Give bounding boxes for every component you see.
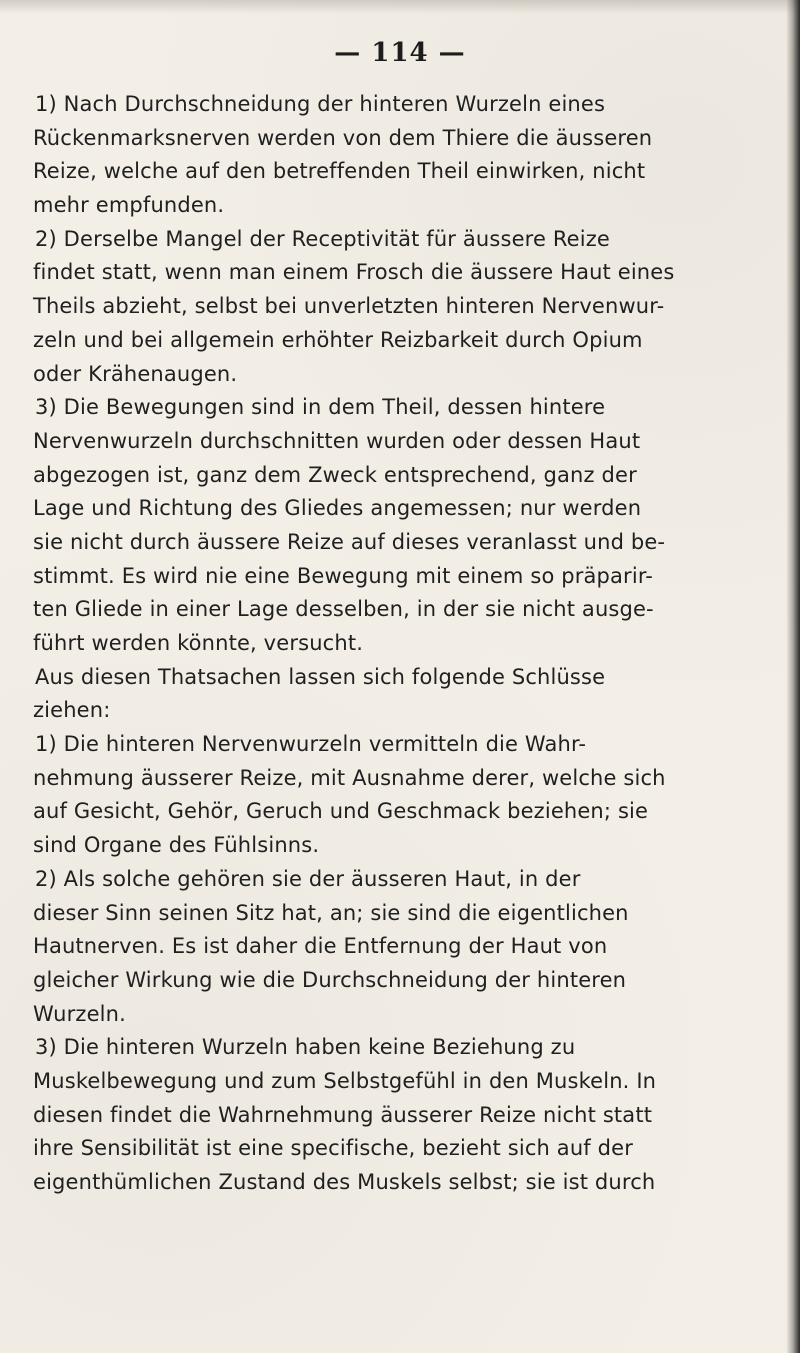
text-line: diesen findet die Wahrnehmung äusserer Reize nicht statt: [33, 1102, 653, 1127]
text-line: mehr empfunden.: [33, 193, 225, 218]
text-line: sie nicht durch äussere Reize auf dieses veranlasst und be-: [33, 529, 666, 554]
text-line: 2) Derselbe Mangel der Receptivität für äussere Reize: [35, 226, 610, 251]
text-line: Reize, welche auf den betreffenden Theil einwirken, nicht: [33, 159, 646, 184]
top-scan-shadow: [0, 0, 800, 14]
text-line: oder Krähenaugen.: [33, 361, 238, 386]
text-line: Lage und Richtung des Gliedes angemessen; nur werden: [33, 496, 642, 521]
text-line: gleicher Wirkung wie die Durchschneidung der hinteren: [33, 967, 627, 992]
text-line: dieser Sinn seinen Sitz hat, an; sie sind die eigentlichen: [33, 900, 629, 925]
text-line: eigenthümlichen Zustand des Muskels selbst; sie ist durch: [33, 1170, 656, 1194]
text-line: Aus diesen Thatsachen lassen sich folgende Schlüsse: [35, 664, 606, 689]
text-line: auf Gesicht, Gehör, Geruch und Geschmack beziehen; sie: [33, 799, 649, 824]
text-line: ziehen:: [33, 698, 111, 723]
text-line: Muskelbewegung und zum Selbstgefühl in den Muskeln. In: [33, 1068, 657, 1093]
text-line: Rückenmarksnerven werden von dem Thiere die äusseren: [33, 125, 653, 150]
text-line: führt werden könnte, versucht.: [33, 631, 364, 655]
text-line: ihre Sensibilität ist eine specifische, bezieht sich auf der: [33, 1136, 633, 1161]
page-edge-shadow: [786, 0, 800, 1353]
body-text: [33, 88, 793, 1200]
text-line: abgezogen ist, ganz dem Zweck entsprechend, ganz der: [33, 462, 637, 487]
text-line: 2) Als solche gehören sie der äusseren Haut, in der: [35, 866, 581, 891]
text-line: 3) Die hinteren Wurzeln haben keine Beziehung zu: [35, 1035, 576, 1060]
text-line: Hautnerven. Es ist daher die Entfernung der Haut von: [33, 934, 608, 959]
text-line: findet statt, wenn man einem Frosch die äussere Haut eines: [33, 260, 675, 285]
text-line: 3) Die Bewegungen sind in dem Theil, dessen hintere: [35, 395, 606, 420]
text-line: Theils abzieht, selbst bei unverletzten hinteren Nervenwur-: [33, 294, 665, 319]
text-line: 1) Nach Durchschneidung der hinteren Wurzeln eines: [35, 92, 606, 116]
text-line: ten Gliede in einer Lage desselben, in der sie nicht ausge-: [33, 597, 654, 622]
text-line: sind Organe des Fühlsinns.: [33, 833, 320, 858]
text-line: nehmung äusserer Reize, mit Ausnahme derer, welche sich: [33, 765, 666, 790]
text-line: 1) Die hinteren Nervenwurzeln vermitteln die Wahr-: [35, 732, 587, 757]
text-line: stimmt. Es wird nie eine Bewegung mit einem so präparir-: [33, 563, 653, 588]
text-line: Wurzeln.: [33, 1001, 126, 1026]
text-line: zeln und bei allgemein erhöhter Reizbarkeit durch Opium: [33, 327, 643, 352]
page-number: — 114 —: [334, 38, 466, 68]
text-line: Nervenwurzeln durchschnitten wurden oder dessen Haut: [33, 428, 641, 453]
